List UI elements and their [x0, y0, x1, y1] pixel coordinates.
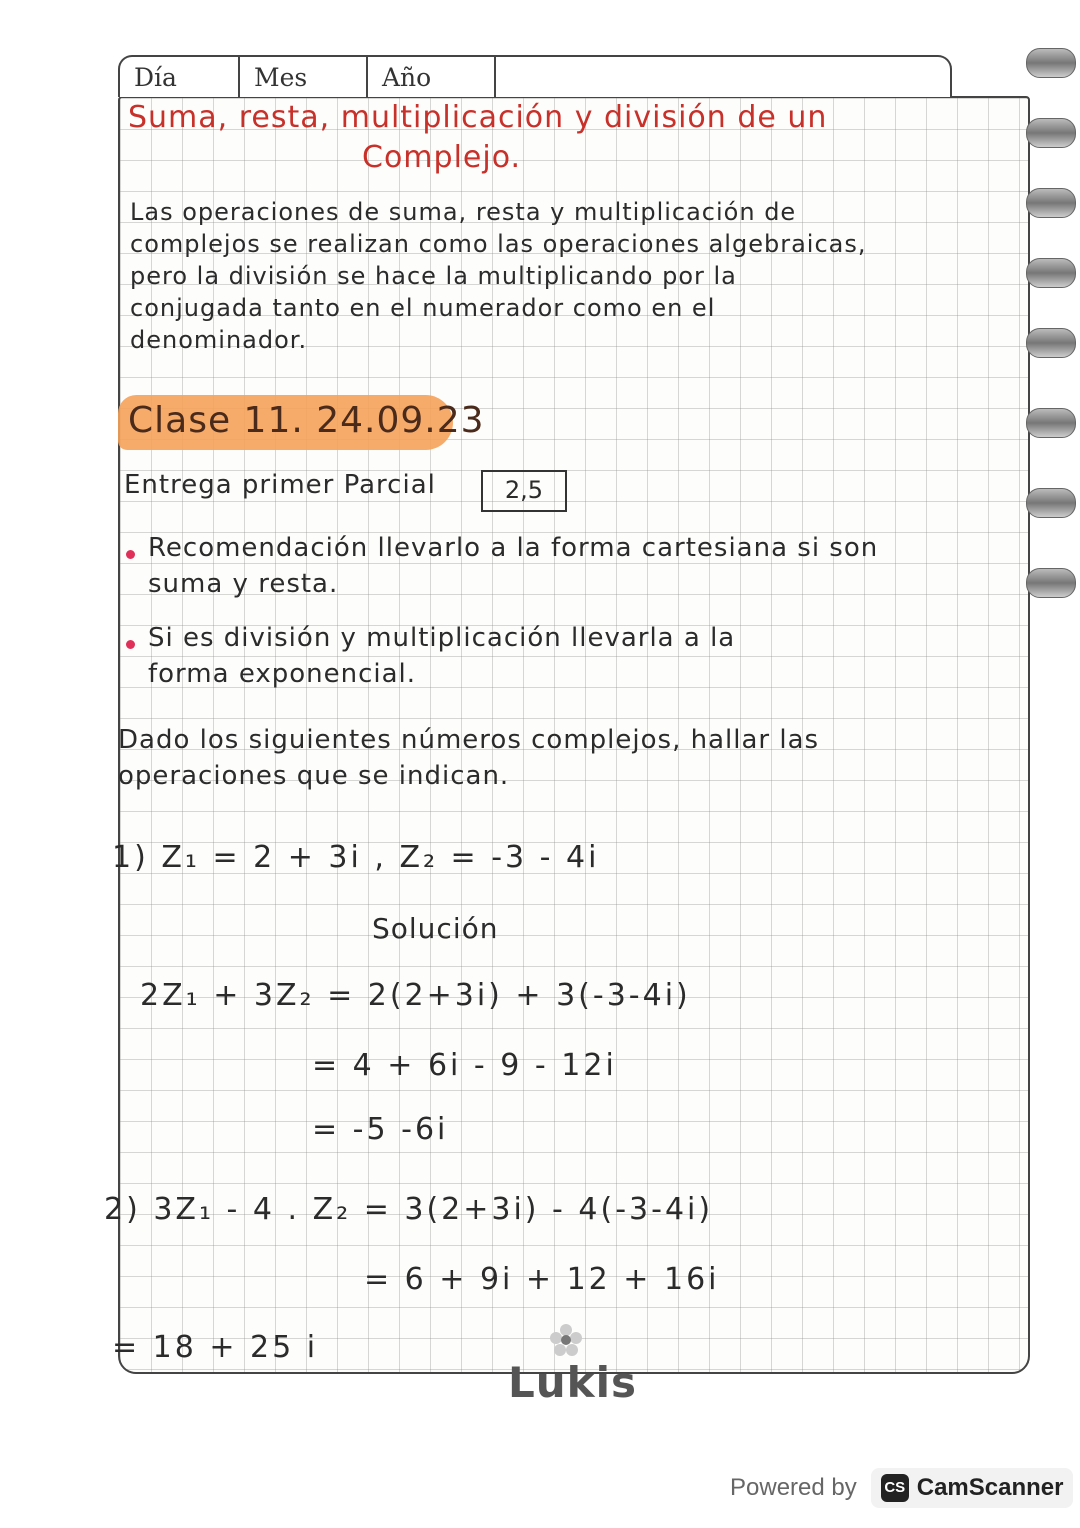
brand-logo: Lukis — [508, 1358, 637, 1407]
page-title-line2: Complejo. — [362, 140, 522, 175]
header-anio: Año — [368, 57, 496, 97]
camscanner-label: CamScanner — [916, 1474, 1064, 1501]
binding-ring — [1026, 328, 1076, 358]
instruction-line-1: Dado los siguientes números complejos, hallar las — [118, 725, 820, 755]
powered-by-label: Powered by — [730, 1474, 857, 1501]
intro-line-2: complejos se realizan como las operaciones algebraicas, — [130, 230, 867, 258]
intro-line-4: conjugada tanto en el numerador como en el — [130, 294, 716, 322]
bullet-1-line-2: suma y resta. — [148, 569, 339, 599]
instruction-line-2: operaciones que se indican. — [118, 761, 510, 791]
class-heading: Clase 11. 24.09.23 — [128, 400, 485, 441]
intro-line-5: denominador. — [130, 326, 308, 354]
intro-line-1: Las operaciones de suma, resta y multiplicación de — [130, 198, 797, 226]
camscanner-icon: CS — [881, 1474, 909, 1502]
header-mes: Mes — [240, 57, 368, 97]
binding-ring — [1026, 568, 1076, 598]
scanner-footer — [730, 1468, 1073, 1508]
bullet-dot — [126, 550, 135, 559]
entrega-label: Entrega primer Parcial — [124, 470, 436, 500]
binding-ring — [1026, 188, 1076, 218]
problem-1-step-2: = 4 + 6i - 9 - 12i — [312, 1048, 617, 1083]
intro-line-3: pero la división se hace la multiplicando por la — [130, 262, 737, 290]
binding-ring — [1026, 118, 1076, 148]
header-dia: Día — [120, 57, 240, 97]
binding-ring — [1026, 48, 1076, 78]
problem-2-step-1: 2) 3Z₁ - 4 . Z₂ = 3(2+3i) - 4(-3-4i) — [104, 1192, 714, 1227]
bullet-dot — [126, 640, 135, 649]
binding-ring — [1026, 258, 1076, 288]
bullet-2-line-1: Si es división y multiplicación llevarla a la — [148, 623, 736, 653]
solution-label: Solución — [372, 912, 499, 945]
problem-2-result: = 18 + 25 i — [112, 1330, 319, 1365]
binding-ring — [1026, 488, 1076, 518]
bullet-1-line-1: Recomendación llevarlo a la forma cartesiana si son — [148, 533, 879, 563]
binding-ring — [1026, 408, 1076, 438]
problem-1-step-1: 2Z₁ + 3Z₂ = 2(2+3i) + 3(-3-4i) — [140, 978, 691, 1013]
grade-box: 2,5 — [481, 470, 567, 512]
page-title: Suma, resta, multiplicación y división de un — [128, 100, 828, 135]
flower-icon — [548, 1322, 584, 1358]
problem-2-step-2: = 6 + 9i + 12 + 16i — [364, 1262, 720, 1297]
bullet-2-line-2: forma exponencial. — [148, 659, 417, 689]
problem-1-given: 1) Z₁ = 2 + 3i , Z₂ = -3 - 4i — [112, 840, 600, 875]
date-header — [118, 55, 952, 97]
problem-1-step-3: = -5 -6i — [312, 1112, 449, 1147]
camscanner-badge — [871, 1468, 1074, 1508]
